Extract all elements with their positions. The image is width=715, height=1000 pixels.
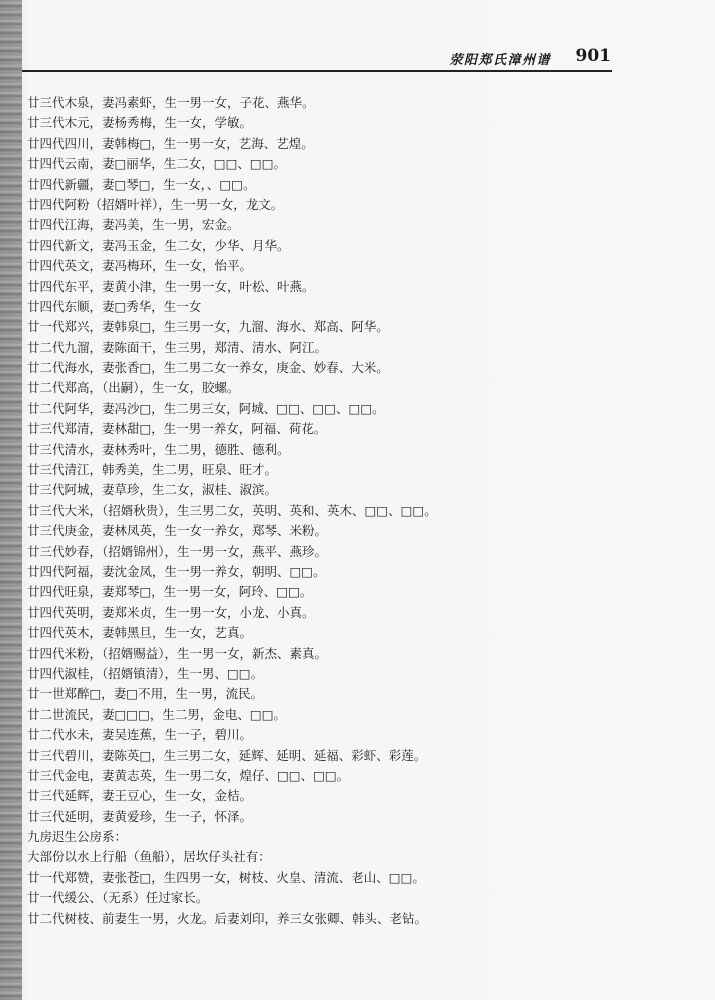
genealogy-text xyxy=(27,93,627,929)
text-line: 廿三代碧川，妻陈英□，生三男二女，延辉、延明、延福、彩虾、彩莲。 xyxy=(27,747,427,763)
text-line: 廿四代江海，妻冯美，生一男，宏金。 xyxy=(27,217,240,233)
text-line: 廿四代英文，妻冯梅环，生一女，怡平。 xyxy=(27,258,253,274)
text-line: 廿四代四川，妻韩梅□，生一男一女，艺海、艺煌。 xyxy=(27,135,314,151)
text-line: 廿四代东平，妻黄小津，生一男一女，叶松、叶燕。 xyxy=(27,278,315,294)
text-line: 廿二代阿华，妻冯沙□，生二男三女，阿城、□□、□□、□□。 xyxy=(27,400,385,416)
header-rule xyxy=(22,70,612,72)
text-line: 廿四代东顺，妻□秀华，生一女 xyxy=(27,298,202,314)
page-header xyxy=(22,46,611,70)
text-line: 廿三代延辉，妻王豆心，生一女，金桔。 xyxy=(27,788,253,804)
text-line: 廿二代九溜，妻陈面干，生三男，郑清、清水、阿江。 xyxy=(27,339,328,355)
text-line: 廿三代大米，（招婿秋贵），生三男二女，英明、英和、英木、□□、□□。 xyxy=(27,502,437,518)
text-line: 廿一代郑兴，妻韩泉□，生三男一女，九溜、海水、郑高、阿华。 xyxy=(27,319,389,335)
text-line: 廿三代延明，妻黄爱珍，生一子，怀泽。 xyxy=(27,808,253,824)
text-line: 廿四代云南，妻□丽华，生二女，□□、□□。 xyxy=(27,156,287,172)
text-line: 廿三代木元，妻杨秀梅，生一女，学敏。 xyxy=(27,115,253,131)
text-line: 廿四代英明，妻郑米贞，生一男一女，小龙、小真。 xyxy=(27,604,315,620)
text-line: 廿二代水未，妻吴连蕉，生一子，碧川。 xyxy=(27,727,253,743)
text-line: 廿二代树枝、前妻生一男，火龙。后妻刘印，养三女张卿、韩头、老钻。 xyxy=(27,910,428,926)
book-title: 荥阳郑氏漳州谱 xyxy=(449,53,551,68)
book-binding-edge xyxy=(0,0,22,1000)
text-line: 廿三代金电，妻黄志英，生一男二女，煌仔、□□、□□。 xyxy=(27,767,350,783)
text-line: 廿四代新疆，妻□琴□，生一女，、□□。 xyxy=(27,176,256,192)
text-line: 廿三代清水，妻林秀叶，生二男，德胜、德利。 xyxy=(27,441,290,457)
text-line: 廿四代旺泉，妻郑琴□，生一男一女，阿玲、□□。 xyxy=(27,584,313,600)
text-line: 廿三代郑清，妻林甜□，生一男一养女，阿福、荷花。 xyxy=(27,421,327,437)
text-line: 廿二代海水，妻张香□，生二男二女一养女，庚金、妙春、大米。 xyxy=(27,360,389,376)
text-line: 廿四代米粉，（招婿赐益），生一男一女，新杰、素真。 xyxy=(27,645,328,661)
text-line: 廿一世郑醉□，妻□不用，生一男，流民。 xyxy=(27,686,264,702)
text-line: 廿四代阿粉（招婿叶祥），生一男一女，龙文。 xyxy=(27,196,284,212)
text-line: 廿二世流民，妻□□□，生二男，金电、□□。 xyxy=(27,706,287,722)
text-line: 廿一代郑赞，妻张苍□，生四男一女，树枝、火皇、清流、老山、□□。 xyxy=(27,869,425,885)
text-line: 大部份以水上行船（鱼船），居坎仔头社有： xyxy=(27,849,271,865)
page-number: 901 xyxy=(575,46,611,66)
text-line: 廿一代缓公、（无系）任过家长。 xyxy=(27,890,209,906)
text-line: 廿四代新文，妻冯玉金，生二女，少华、月华。 xyxy=(27,237,290,253)
text-line: 廿四代淑桂，（招婿镇清），生一男、□□。 xyxy=(27,665,264,681)
text-line: 廿三代阿城，妻草珍，生二女，淑桂、淑滨。 xyxy=(27,482,278,498)
text-line: 廿三代庚金，妻林凤英，生一女一养女，郑琴、米粉。 xyxy=(27,523,328,539)
text-line: 廿三代清江，韩秀美，生二男，旺泉、旺才。 xyxy=(27,462,278,478)
text-line: 廿二代郑高，（出嗣），生一女，胶螺。 xyxy=(27,380,240,396)
section-heading: 九房迟生公房系： xyxy=(27,829,128,845)
text-line: 廿四代阿福，妻沈金凤，生一男一养女，朝明、□□。 xyxy=(27,563,326,579)
text-line: 廿四代英木，妻韩黑旦，生一女，艺真。 xyxy=(27,625,253,641)
text-line: 廿三代妙春，（招婿锦州），生一男一女，燕平、燕珍。 xyxy=(27,543,328,559)
text-line: 廿三代木泉，妻冯素虾，生一男一女，子花、燕华。 xyxy=(27,95,315,110)
